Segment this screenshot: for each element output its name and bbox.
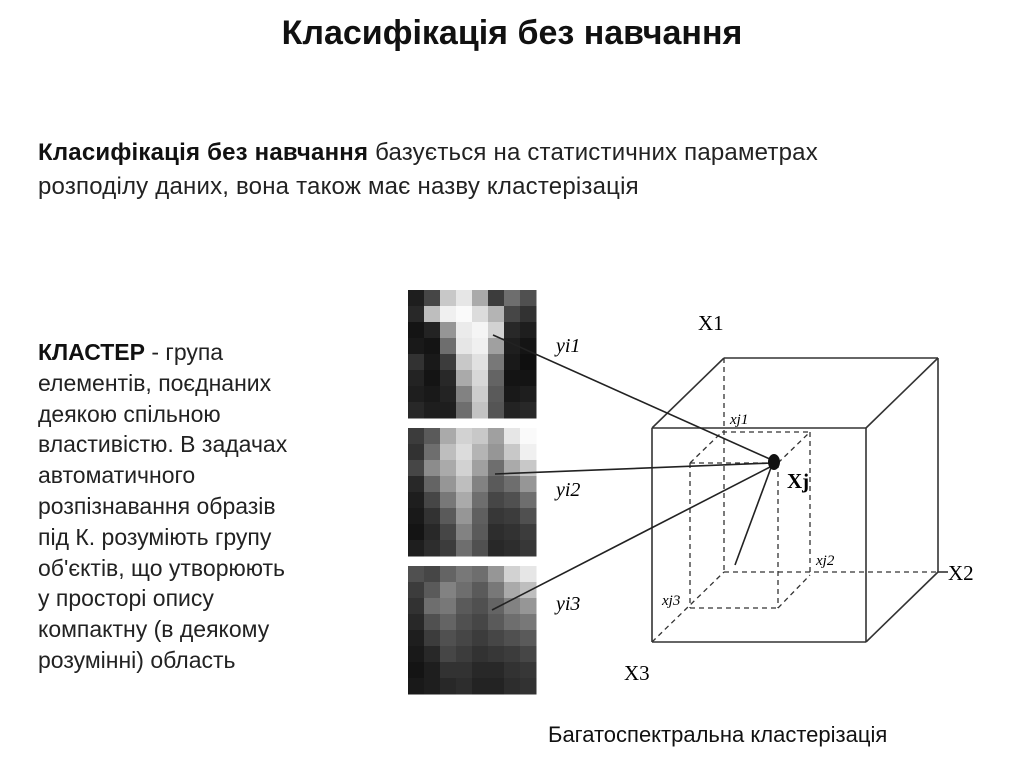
patch-pixel <box>408 678 425 695</box>
patch-pixel <box>408 306 425 323</box>
patch-pixel <box>408 614 425 631</box>
patch-pixel <box>424 614 441 631</box>
patch-pixel <box>424 598 441 615</box>
point-label: Xj <box>787 469 810 493</box>
patch-pixel <box>488 476 505 493</box>
patch-pixel <box>504 386 521 403</box>
patch-pixel <box>488 662 505 679</box>
patch-pixel <box>440 678 457 695</box>
cluster-line-10: компактну (в деякому <box>38 616 270 643</box>
cluster-line-5: автоматичного <box>38 462 196 489</box>
patch-pixel <box>456 354 473 371</box>
patch-pixel <box>488 598 505 615</box>
patch-pixel <box>440 402 457 419</box>
patch-pixel <box>472 444 489 461</box>
patch-pixel <box>472 492 489 509</box>
patch-pixel <box>424 402 441 419</box>
patch-pixel <box>504 614 521 631</box>
patch-pixel <box>424 540 441 557</box>
patch-pixel <box>520 460 537 477</box>
patch-pixel <box>504 524 521 541</box>
patch-pixel <box>440 306 457 323</box>
patch-pixel <box>440 444 457 461</box>
patch-pixel <box>440 582 457 599</box>
patch-pixel <box>408 508 425 525</box>
figure-caption: Багатоспектральна кластерізація <box>548 722 888 747</box>
patch-pixel <box>520 290 537 307</box>
patch-pixel <box>408 566 425 583</box>
patch-pixel <box>472 524 489 541</box>
patch-pixel <box>472 598 489 615</box>
patch-pixel <box>488 614 505 631</box>
patch-pixel <box>504 662 521 679</box>
patch-pixel <box>440 428 457 445</box>
patch-pixel <box>504 370 521 387</box>
patch-pixel <box>520 582 537 599</box>
patch-pixel <box>472 614 489 631</box>
patch-pixel <box>504 566 521 583</box>
cluster-line-7: під К. розуміють групу <box>38 523 272 550</box>
patch-pixel <box>504 306 521 323</box>
patch-pixel <box>488 370 505 387</box>
patch-pixel <box>456 614 473 631</box>
patch-pixel <box>456 662 473 679</box>
patch-pixel <box>504 428 521 445</box>
patch-pixel <box>520 444 537 461</box>
patch-pixel <box>472 402 489 419</box>
intro-text-2: розподілу даних, вона також має назву кластерізація <box>38 173 639 200</box>
patch-pixel <box>472 646 489 663</box>
patch-pixel <box>472 354 489 371</box>
patch-pixel <box>456 386 473 403</box>
patch-pixel <box>456 566 473 583</box>
cluster-line-2: елементів, поєднаних <box>38 369 272 396</box>
cluster-line-11: розумінні) область <box>38 646 236 673</box>
patch-pixel <box>440 566 457 583</box>
patch-pixel <box>440 492 457 509</box>
patch-pixel <box>520 386 537 403</box>
patch-label-3: yi3 <box>556 593 581 615</box>
patch-pixel <box>440 508 457 525</box>
patch-pixel <box>520 354 537 371</box>
patch-pixel <box>504 630 521 647</box>
patch-pixel <box>424 428 441 445</box>
coord-label-1: xj1 <box>730 412 749 428</box>
patch-pixel <box>408 460 425 477</box>
patch-pixel <box>440 386 457 403</box>
axis-label-x1: X1 <box>698 311 724 335</box>
patch-pixel <box>472 338 489 355</box>
patch-pixel <box>456 322 473 339</box>
patch-pixel <box>408 322 425 339</box>
patch-pixel <box>472 306 489 323</box>
patch-pixel <box>488 566 505 583</box>
patch-pixel <box>424 582 441 599</box>
patch-pixel <box>504 354 521 371</box>
image-patch-3 <box>408 566 537 695</box>
patch-pixel <box>456 370 473 387</box>
patch-pixel <box>488 402 505 419</box>
patch-pixel <box>440 354 457 371</box>
patch-pixel <box>424 524 441 541</box>
cluster-line-4: властивістю. В задачах <box>38 431 288 458</box>
feature-cube <box>652 358 948 642</box>
patch-pixel <box>408 524 425 541</box>
patch-pixel <box>472 386 489 403</box>
patch-pixel <box>488 524 505 541</box>
patch-pixel <box>440 662 457 679</box>
patch-pixel <box>520 598 537 615</box>
patch-pixel <box>472 476 489 493</box>
coord-label-3: xj3 <box>662 593 681 609</box>
patch-pixel <box>520 370 537 387</box>
patch-pixel <box>520 508 537 525</box>
cluster-line-8: об'єктів, що утворюють <box>38 554 285 581</box>
patch-pixel <box>408 354 425 371</box>
patch-pixel <box>456 444 473 461</box>
patch-pixel <box>504 508 521 525</box>
patch-pixel <box>424 322 441 339</box>
patch-pixel <box>520 524 537 541</box>
patch-pixel <box>456 582 473 599</box>
patch-pixel <box>456 524 473 541</box>
patch-pixel <box>424 460 441 477</box>
patch-pixel <box>408 290 425 307</box>
image-patch-1 <box>408 290 537 419</box>
patch-pixel <box>440 540 457 557</box>
patch-pixel <box>424 354 441 371</box>
axis-label-x2: X2 <box>948 561 974 585</box>
patch-pixel <box>472 370 489 387</box>
patch-pixel <box>408 402 425 419</box>
feature-point <box>768 454 780 470</box>
patch-pixel <box>472 582 489 599</box>
patch-pixel <box>456 306 473 323</box>
patch-pixel <box>504 322 521 339</box>
patch-pixel <box>504 540 521 557</box>
patch-pixel <box>520 476 537 493</box>
patch-pixel <box>488 428 505 445</box>
patch-pixel <box>504 444 521 461</box>
patch-pixel <box>472 428 489 445</box>
clustering-figure <box>400 280 1000 720</box>
patch-pixel <box>472 630 489 647</box>
patch-pixel <box>440 646 457 663</box>
patch-pixel <box>456 460 473 477</box>
patch-pixel <box>488 630 505 647</box>
patch-pixel <box>456 630 473 647</box>
patch-pixel <box>456 476 473 493</box>
patch-pixel <box>520 662 537 679</box>
patch-pixel <box>488 508 505 525</box>
patch-pixel <box>520 646 537 663</box>
patch-pixel <box>456 290 473 307</box>
patch-pixel <box>504 402 521 419</box>
patch-pixel <box>408 598 425 615</box>
slide-title: Класифікація без навчання <box>281 14 743 52</box>
patch-pixel <box>520 630 537 647</box>
patch-pixel <box>488 338 505 355</box>
patch-pixel <box>456 492 473 509</box>
patch-pixel <box>520 540 537 557</box>
patch-pixel <box>520 492 537 509</box>
patch-pixel <box>456 428 473 445</box>
patch-pixel <box>504 290 521 307</box>
patch-pixel <box>408 428 425 445</box>
patch-pixel <box>424 646 441 663</box>
patch-pixel <box>456 402 473 419</box>
patch-pixel <box>520 614 537 631</box>
patch-pixel <box>424 306 441 323</box>
patch-pixel <box>408 646 425 663</box>
patch-pixel <box>472 508 489 525</box>
patch-pixel <box>456 646 473 663</box>
patch-pixel <box>472 662 489 679</box>
cluster-definition <box>38 337 368 676</box>
patch-pixel <box>408 630 425 647</box>
intro-paragraph <box>38 136 968 204</box>
cluster-line-6: розпізнавання образів <box>38 492 276 519</box>
patch-pixel <box>472 566 489 583</box>
patch-pixel <box>488 290 505 307</box>
coord-label-2: xj2 <box>816 553 835 569</box>
patch-pixel <box>472 322 489 339</box>
patch-pixel <box>440 338 457 355</box>
axis-label-x3: X3 <box>624 661 650 685</box>
patch-pixel <box>424 678 441 695</box>
patch-pixel <box>472 678 489 695</box>
patch-label-2: yi2 <box>556 479 581 501</box>
patch-pixel <box>408 338 425 355</box>
patch-pixel <box>440 476 457 493</box>
patch-pixel <box>520 678 537 695</box>
patch-pixel <box>520 338 537 355</box>
patch-pixel <box>504 476 521 493</box>
patch-pixel <box>424 630 441 647</box>
patch-pixel <box>424 476 441 493</box>
patch-pixel <box>408 386 425 403</box>
patch-pixel <box>456 508 473 525</box>
patch-pixel <box>488 646 505 663</box>
patch-pixel <box>520 566 537 583</box>
patch-pixel <box>472 540 489 557</box>
patch-pixel <box>504 646 521 663</box>
patch-pixel <box>456 678 473 695</box>
patch-pixel <box>408 370 425 387</box>
patch-pixel <box>424 566 441 583</box>
patch-pixel <box>504 678 521 695</box>
patch-pixel <box>488 444 505 461</box>
patch-pixel <box>456 540 473 557</box>
cluster-term: КЛАСТЕР <box>38 339 145 365</box>
patch-pixel <box>520 428 537 445</box>
patch-pixel <box>424 492 441 509</box>
patch-pixel <box>520 402 537 419</box>
patch-pixel <box>440 290 457 307</box>
patch-pixel <box>440 322 457 339</box>
patch-pixel <box>424 338 441 355</box>
patch-pixel <box>456 598 473 615</box>
patch-pixel <box>488 582 505 599</box>
patch-pixel <box>488 678 505 695</box>
patch-pixel <box>488 354 505 371</box>
patch-pixel <box>408 492 425 509</box>
patch-pixel <box>408 476 425 493</box>
patch-pixel <box>408 662 425 679</box>
intro-text-1: базується на статистичних параметрах <box>368 139 818 166</box>
image-patch-2 <box>408 428 537 557</box>
patch-pixel <box>408 582 425 599</box>
patch-pixel <box>440 370 457 387</box>
cluster-line-9: у просторі опису <box>38 585 214 612</box>
patch-pixel <box>488 540 505 557</box>
patch-pixel <box>440 598 457 615</box>
cluster-line-3: деякою спільною <box>38 400 221 427</box>
patch-pixel <box>408 444 425 461</box>
patch-pixel <box>456 338 473 355</box>
patch-pixel <box>472 290 489 307</box>
patch-pixel <box>424 386 441 403</box>
intro-term: Класифікація без навчання <box>38 139 369 166</box>
patch-pixel <box>440 460 457 477</box>
patch-pixel <box>520 306 537 323</box>
patch-pixel <box>488 492 505 509</box>
patch-label-1: yi1 <box>556 335 581 357</box>
cluster-line-1 <box>38 337 368 368</box>
patch-pixel <box>440 614 457 631</box>
patch-pixel <box>424 370 441 387</box>
patch-pixel <box>424 290 441 307</box>
cluster-text: - група <box>144 339 224 365</box>
patch-pixel <box>440 630 457 647</box>
patch-pixel <box>504 492 521 509</box>
patch-pixel <box>488 306 505 323</box>
patch-pixel <box>440 524 457 541</box>
patch-pixel <box>424 444 441 461</box>
patch-pixel <box>488 386 505 403</box>
patch-pixel <box>424 508 441 525</box>
patch-pixel <box>408 540 425 557</box>
patch-pixel <box>520 322 537 339</box>
patch-pixel <box>472 460 489 477</box>
patch-pixel <box>424 662 441 679</box>
